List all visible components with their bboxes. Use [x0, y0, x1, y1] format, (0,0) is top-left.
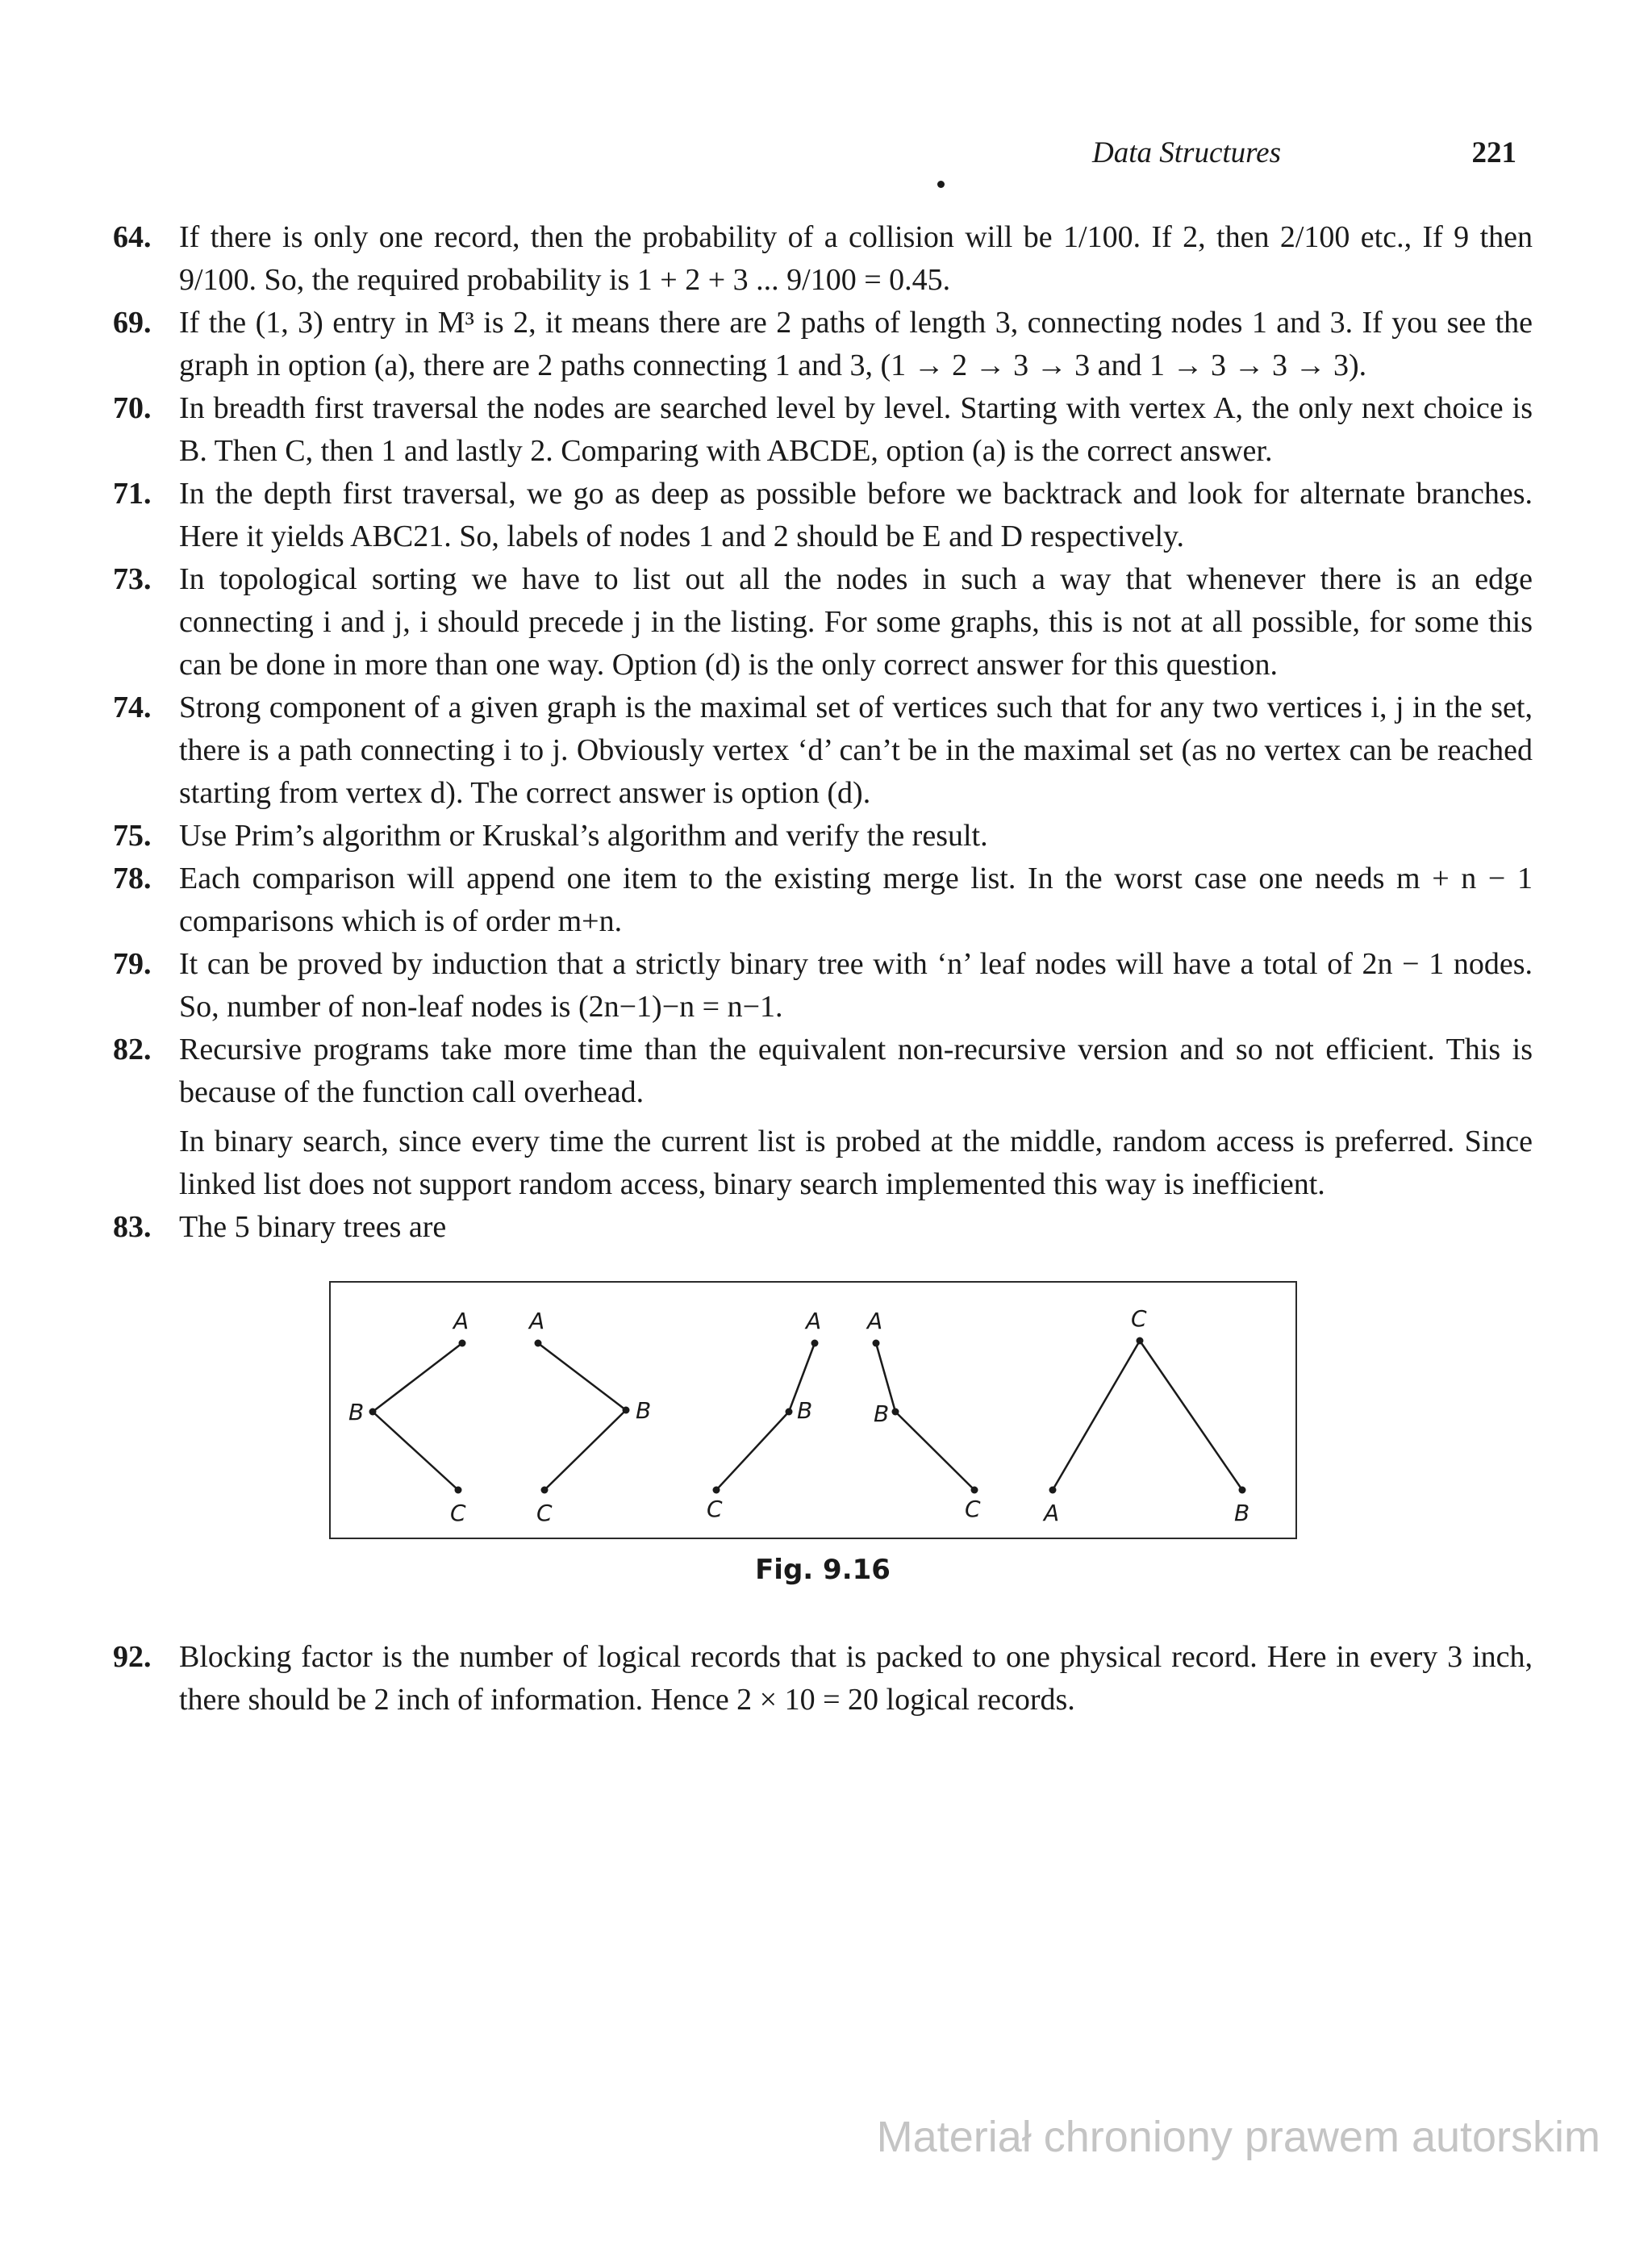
- answer-number: 82.: [113, 1033, 152, 1066]
- answer-number: 83.: [113, 1210, 152, 1244]
- figure-caption: Fig. 9.16: [755, 1554, 891, 1586]
- node-label: A: [529, 1308, 545, 1334]
- node-label: A: [867, 1308, 883, 1334]
- answer-item: [113, 473, 1533, 558]
- node-label: C: [707, 1496, 723, 1522]
- answer-text: If there is only one record, then the probability of a collision will be 1/100. If 2, then 2/100 etc., If 9 then 9/100. So, the required probability is 1 + 2 + 3 ... 9/100 = 0.45.: [179, 220, 1533, 297]
- running-title: Data Structures: [1092, 136, 1281, 169]
- answer-number: 71.: [113, 477, 152, 511]
- answer-number: 73.: [113, 562, 152, 596]
- answer-text: If the (1, 3) entry in M³ is 2, it means there are 2 paths of length 3, connecting nodes 1 and 3. If you see the graph in option (a), there are 2 paths connecting 1 and 3, (1 → 2 → 3 → 3 and 1 → 3 → 3 → 3).: [179, 306, 1533, 382]
- node-label: B: [348, 1399, 365, 1425]
- tree-edge: [373, 1412, 458, 1490]
- node-label: B: [1234, 1500, 1250, 1526]
- node-label: C: [1131, 1305, 1147, 1332]
- page-header: [0, 136, 1652, 176]
- answer-item: [113, 558, 1533, 686]
- tree-node: [369, 1408, 377, 1416]
- figure-binary-trees: [113, 1281, 1533, 1636]
- tree-edge: [716, 1412, 789, 1490]
- tree-edge: [538, 1343, 626, 1410]
- node-label: B: [636, 1397, 652, 1424]
- answer-number: 78.: [113, 862, 152, 895]
- answer-item: [113, 686, 1533, 815]
- answer-text: In breadth first traversal the nodes are searched level by level. Starting with vertex A, the only next choice is B. Then C, then 1 and lastly 2. Comparing with ABCDE, option (a) is the correct answer.: [179, 391, 1533, 468]
- answer-text: The 5 binary trees are: [179, 1210, 447, 1244]
- tree-node: [1049, 1487, 1057, 1494]
- node-label: B: [874, 1400, 890, 1427]
- answer-number: 74.: [113, 691, 152, 724]
- answer-text-continued: In binary search, since every time the current list is probed at the middle, random access is preferred. Since linked list does not support random access, binary search implemented this way is inefficient.: [179, 1125, 1533, 1201]
- page-number: 221: [1471, 136, 1516, 169]
- answer-text: In the depth first traversal, we go as deep as possible before we backtrack and look for alternate branches. Here it yields ABC21. So, labels of nodes 1 and 2 should be E and D respectively.: [179, 477, 1533, 553]
- tree-edge: [544, 1410, 626, 1490]
- answer-number: 70.: [113, 391, 152, 425]
- tree-node: [541, 1487, 549, 1494]
- answer-number: 64.: [113, 220, 152, 254]
- answer-number: 92.: [113, 1640, 152, 1674]
- tree-node: [713, 1487, 720, 1494]
- node-label: A: [453, 1308, 469, 1334]
- tree-node: [873, 1340, 880, 1347]
- answer-item: [113, 858, 1533, 943]
- tree-node: [459, 1340, 466, 1347]
- node-label: B: [797, 1397, 813, 1424]
- answer-number: 79.: [113, 947, 152, 981]
- tree-node: [1239, 1487, 1246, 1494]
- tree-edge: [1053, 1341, 1140, 1490]
- tree-node: [455, 1487, 462, 1494]
- tree-node: [811, 1340, 819, 1347]
- answer-item: [113, 815, 1533, 858]
- tree-edge: [1140, 1341, 1242, 1490]
- watermark: Materiał chroniony prawem autorskim: [876, 2113, 1600, 2161]
- answer-item: [113, 1206, 1533, 1249]
- answer-text: Strong component of a given graph is the maximal set of vertices such that for any two vertices i, j in the set, there is a path connecting i to j. Obviously vertex ‘d’ can’t be in the maximal set (as no vertex can be reached starting from vertex d). The correct answer is option (d).: [179, 691, 1533, 810]
- tree-edge: [373, 1343, 462, 1412]
- answer-text: Use Prim’s algorithm or Kruskal’s algorithm and verify the result.: [179, 819, 988, 853]
- node-label: C: [536, 1500, 553, 1526]
- answer-number: 75.: [113, 819, 152, 853]
- answer-text: Recursive programs take more time than the equivalent non-recursive version and so not efficient. This is because of the function call overhead.: [179, 1033, 1533, 1109]
- answer-item: [113, 943, 1533, 1029]
- node-label: A: [1044, 1500, 1060, 1526]
- tree-node: [1137, 1338, 1144, 1345]
- answer-text: Each comparison will append one item to the existing merge list. In the worst case one needs m + n − 1 comparisons which is of order m+n.: [179, 862, 1533, 938]
- node-label: C: [450, 1500, 466, 1526]
- tree-node: [535, 1340, 542, 1347]
- answer-item: [113, 1029, 1533, 1206]
- answer-item: [113, 387, 1533, 473]
- tree-node: [892, 1408, 899, 1416]
- binary-trees-diagram: [331, 1283, 1299, 1541]
- figure-frame: [329, 1281, 1297, 1539]
- answer-text: It can be proved by induction that a strictly binary tree with ‘n’ leaf nodes will have a total of 2n − 1 nodes. So, number of non-leaf nodes is (2n−1)−n = n−1.: [179, 947, 1533, 1024]
- answer-text: Blocking factor is the number of logical records that is packed to one physical record. Here in every 3 inch, there should be 2 inch of information. Hence 2 × 10 = 20 logical records.: [179, 1640, 1533, 1717]
- answers-list: [113, 216, 1533, 1721]
- tree-node: [623, 1407, 630, 1414]
- answer-item: [113, 216, 1533, 302]
- node-label: C: [965, 1496, 981, 1522]
- dot-mark: [937, 181, 945, 188]
- tree-edge: [895, 1412, 974, 1490]
- answer-number: 69.: [113, 306, 152, 340]
- tree-node: [786, 1408, 793, 1416]
- answer-item: [113, 302, 1533, 387]
- node-label: A: [806, 1308, 822, 1334]
- tree-node: [971, 1487, 978, 1494]
- answer-text: In topological sorting we have to list out all the nodes in such a way that whenever there is an edge connecting i and j, i should precede j in the listing. For some graphs, this is not at all possible, for some this can be done in more than one way. Option (d) is the only correct answer for this question.: [179, 562, 1533, 682]
- answer-item: [113, 1636, 1533, 1721]
